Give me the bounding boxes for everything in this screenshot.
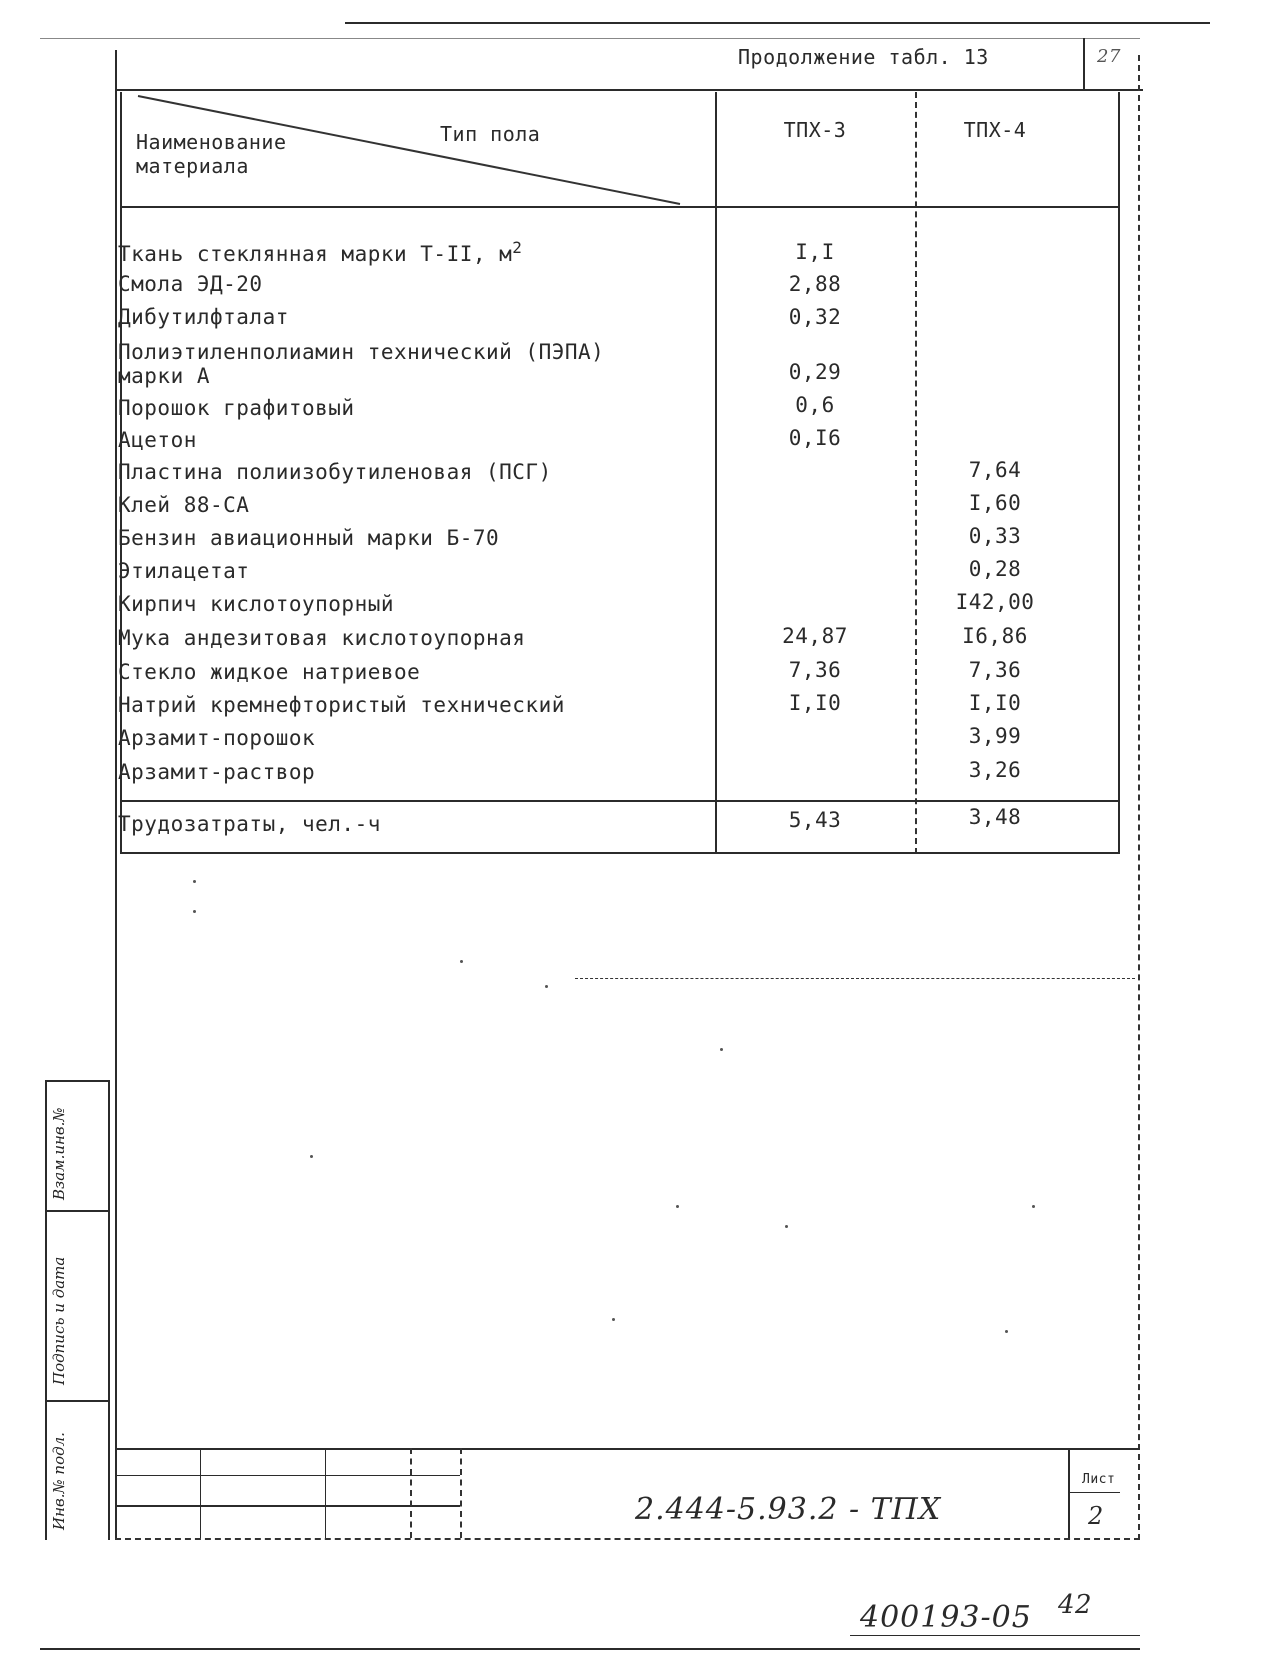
speck <box>1032 1205 1035 1208</box>
title-block-top <box>115 1448 1140 1450</box>
col-header-tpx4: ТПХ-4 <box>963 118 1027 142</box>
row-8-tpx4: 0,33 <box>968 524 1022 548</box>
header-bottom-rule <box>115 89 1143 91</box>
labor-row-name: Трудозатраты, чел.-ч <box>118 812 381 836</box>
row-name-1: Смола ЭД-20 <box>118 272 263 296</box>
row-name-5: Ацетон <box>118 428 197 452</box>
side-stamp-div1 <box>45 1080 110 1082</box>
header-material-label-text: Наименование материала <box>136 130 287 178</box>
title-block-col3 <box>410 1448 412 1538</box>
row-2-tpx3: 0,32 <box>788 305 842 329</box>
row-0-tpx3: I,I <box>795 240 835 264</box>
speck <box>460 960 463 963</box>
side-stamp-left <box>45 1080 47 1540</box>
speck <box>1005 1330 1008 1333</box>
row-15-tpx4: 3,26 <box>968 758 1022 782</box>
row-4-tpx3: 0,6 <box>795 393 835 417</box>
row-name-7: Клей 88-СА <box>118 493 250 517</box>
row-11-tpx3: 24,87 <box>782 624 848 648</box>
side-label-podpis: Подпись и дата <box>50 1256 68 1385</box>
top-rule <box>345 22 1210 24</box>
row-name-10: Кирпич кислотоупорный <box>118 592 395 616</box>
bottom-rule <box>40 1648 1140 1650</box>
labor-tpx3: 5,43 <box>788 808 842 832</box>
header-type-label: Тип пола <box>440 122 541 146</box>
side-label-inv: Инв.№ подл. <box>50 1432 68 1530</box>
row-name-14: Арзамит-порошок <box>118 726 316 750</box>
speck <box>310 1155 313 1158</box>
page-corner-number: 27 <box>1097 46 1121 67</box>
sheet-number: 2 <box>1088 1502 1104 1530</box>
stray-rule <box>575 978 1135 979</box>
title-block-row2 <box>115 1505 460 1507</box>
speck <box>545 985 548 988</box>
row-13-tpx3: I,I0 <box>788 691 842 715</box>
header-material-label <box>136 130 336 178</box>
row-3-tpx3: 0,29 <box>788 360 842 384</box>
frame-right <box>1138 55 1140 1540</box>
sheet-box-mid <box>1068 1492 1120 1493</box>
title-block-row1 <box>115 1475 460 1476</box>
sheet-box-left <box>1068 1448 1070 1538</box>
frame-bottom <box>115 1538 1140 1540</box>
archive-number: 400193-05 <box>860 1600 1032 1635</box>
row-name-11: Мука андезитовая кислотоупорная <box>118 626 526 650</box>
row-name-9: Этилацетат <box>118 559 250 583</box>
row-name-6: Пластина полиизобутиленовая (ПСГ) <box>118 460 552 484</box>
row-1-tpx3: 2,88 <box>788 272 842 296</box>
col-header-tpx3: ТПХ-3 <box>783 118 847 142</box>
side-stamp-div3 <box>45 1400 110 1402</box>
labor-tpx4: 3,48 <box>968 805 1022 829</box>
sheet-label: Лист <box>1082 1472 1116 1487</box>
row-14-tpx4: 3,99 <box>968 724 1022 748</box>
row-name-3: Полиэтиленполиамин технический (ПЭПА) <box>118 340 605 364</box>
row-name-3-line2: марки А <box>118 364 211 388</box>
document-code: 2.444-5.93.2 - ТПХ <box>635 1492 942 1527</box>
row-name-0-text: Ткань стеклянная марки Т-II, м <box>118 242 513 266</box>
side-stamp-div2 <box>45 1210 110 1212</box>
speck <box>720 1048 723 1051</box>
title-block-col1 <box>200 1448 201 1538</box>
row-6-tpx4: 7,64 <box>968 458 1022 482</box>
continuation-label: Продолжение табл. 13 <box>738 45 989 69</box>
row-name-8: Бензин авиационный марки Б-70 <box>118 526 500 550</box>
row-name-13: Натрий кремнефтористый технический <box>118 693 565 717</box>
row-name-2: Дибутилфталат <box>118 305 289 329</box>
row-13-tpx4: I,I0 <box>968 691 1022 715</box>
row-7-tpx4: I,60 <box>968 491 1022 515</box>
row-name-0-sup: 2 <box>512 238 523 257</box>
speck <box>612 1318 615 1321</box>
row-name-4: Порошок графитовый <box>118 396 355 420</box>
header-rule <box>40 38 1140 39</box>
side-stamp-right <box>108 1080 110 1540</box>
archive-underline <box>850 1635 1140 1636</box>
row-name-15: Арзамит-раствор <box>118 760 316 784</box>
row-name-12: Стекло жидкое натриевое <box>118 660 421 684</box>
row-12-tpx3: 7,36 <box>788 658 842 682</box>
row-9-tpx4: 0,28 <box>968 557 1022 581</box>
speck <box>785 1225 788 1228</box>
archive-page-number: 42 <box>1058 1590 1093 1620</box>
title-block-col2 <box>325 1448 326 1538</box>
speck <box>193 880 196 883</box>
side-label-vzam: Взам.инв.№ <box>50 1107 68 1200</box>
table-bottom <box>120 852 1120 854</box>
row-12-tpx4: 7,36 <box>968 658 1022 682</box>
labor-row-top <box>120 800 1120 802</box>
frame-left <box>115 50 117 1540</box>
row-name-0 <box>118 238 522 266</box>
speck <box>676 1205 679 1208</box>
corner-box-left <box>1083 38 1085 90</box>
row-10-tpx4: I42,00 <box>955 590 1035 614</box>
row-11-tpx4: I6,86 <box>962 624 1028 648</box>
speck <box>193 910 196 913</box>
row-5-tpx3: 0,I6 <box>788 426 842 450</box>
title-block-col4 <box>460 1448 462 1538</box>
